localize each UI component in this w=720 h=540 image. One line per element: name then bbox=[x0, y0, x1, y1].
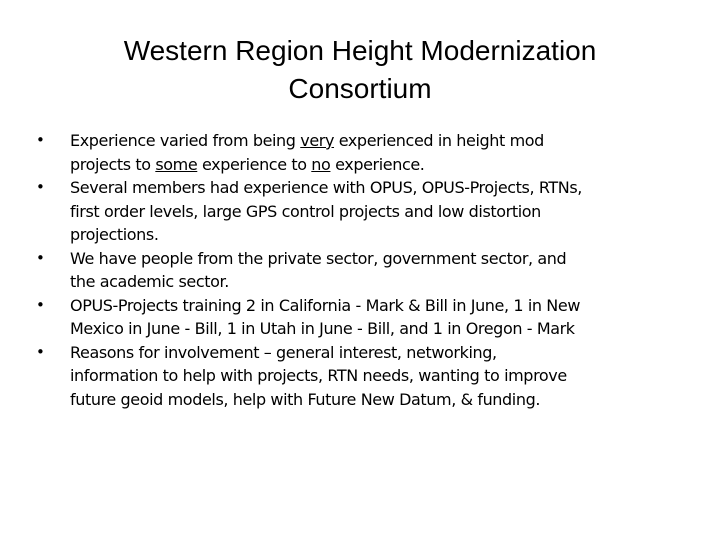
text-run: experience. bbox=[330, 154, 425, 174]
bullet-icon: • bbox=[36, 295, 45, 314]
bullet-item-experience bbox=[36, 129, 686, 176]
bullet-line: the academic sector. bbox=[70, 272, 229, 291]
underlined-word: some bbox=[155, 154, 198, 174]
bullet-line: OPUS-Projects training 2 in California - Mark & Bill in June, 1 in New bbox=[70, 295, 581, 315]
slide-title bbox=[40, 32, 680, 108]
bullet-list bbox=[36, 129, 686, 411]
bullet-icon: • bbox=[36, 342, 45, 361]
bullet-item-sectors bbox=[36, 247, 686, 294]
bullet-item-training bbox=[36, 294, 686, 341]
text-run: experienced in height mod bbox=[334, 131, 544, 150]
bullet-line: first order levels, large GPS control projects and low distortion bbox=[70, 201, 541, 221]
bullet-item-reasons bbox=[36, 341, 686, 412]
title-line: Western Region Height Modernization bbox=[123, 35, 597, 66]
text-run: Experience varied from being bbox=[70, 131, 301, 150]
bullet-item-members bbox=[36, 176, 686, 247]
text-run: experience to bbox=[197, 154, 312, 174]
bullet-line bbox=[70, 129, 686, 153]
bullet-line: information to help with projects, RTN needs, wanting to improve bbox=[70, 366, 567, 385]
bullet-line: Several members had experience with OPUS, OPUS-Projects, RTNs, bbox=[70, 178, 582, 197]
bullet-line bbox=[70, 153, 686, 177]
bullet-icon: • bbox=[36, 248, 45, 267]
underlined-word: very bbox=[300, 131, 335, 150]
bullet-line: Reasons for involvement – general interest, networking, bbox=[70, 342, 497, 362]
text-run: projects to bbox=[70, 154, 156, 174]
bullet-line: We have people from the private sector, government sector, and bbox=[70, 248, 567, 268]
title-line: Consortium bbox=[288, 73, 432, 104]
bullet-icon: • bbox=[36, 178, 45, 196]
underlined-word: no bbox=[311, 154, 331, 174]
bullet-line: projections. bbox=[70, 225, 159, 244]
bullet-line: future geoid models, help with Future New Datum, & funding. bbox=[70, 389, 541, 409]
bullet-line: Mexico in June - Bill, 1 in Utah in June - Bill, and 1 in Oregon - Mark bbox=[70, 319, 575, 338]
bullet-icon: • bbox=[36, 131, 45, 149]
